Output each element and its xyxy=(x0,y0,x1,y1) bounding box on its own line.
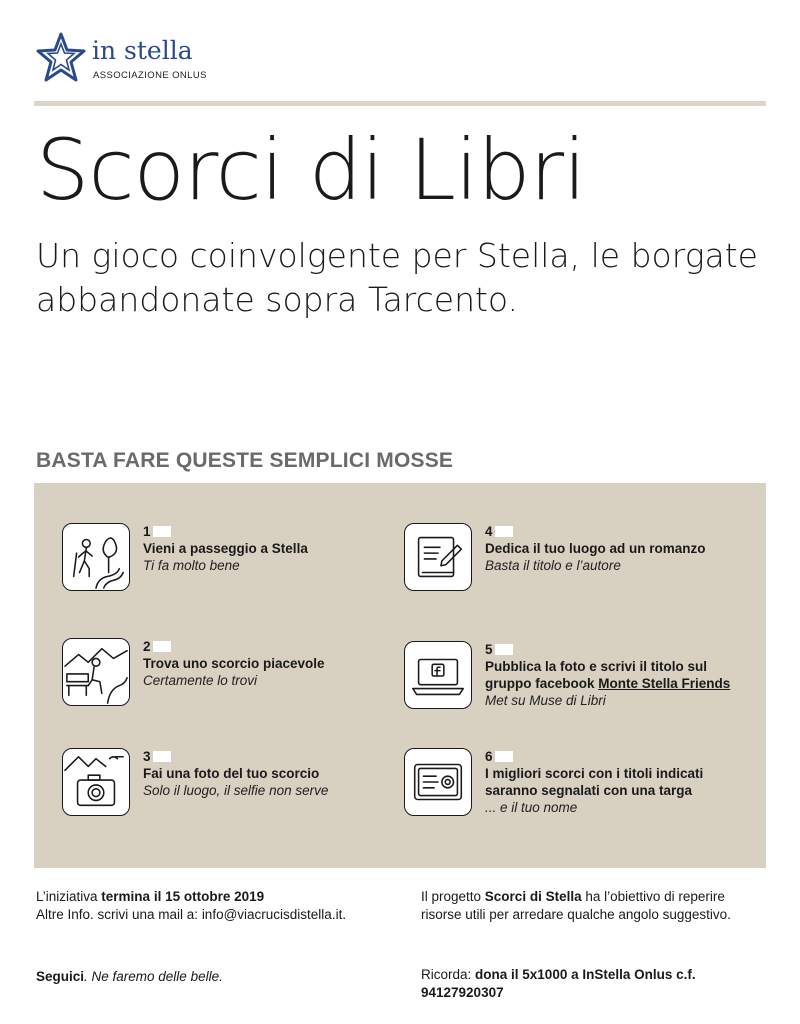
logo-name: in stella xyxy=(92,36,193,65)
step-3-text xyxy=(143,748,413,799)
header-divider xyxy=(34,101,766,106)
contact-email[interactable]: info@viacrucisdistella.it. xyxy=(201,907,347,922)
step-2-text xyxy=(143,638,413,689)
contact-line: Altre Info. scrivi una mail a: info@viacrucisdistella.it. xyxy=(36,907,347,922)
logo-subtitle: ASSOCIAZIONE ONLUS xyxy=(93,70,207,81)
step-3 xyxy=(62,748,402,858)
step-number: 1 xyxy=(143,524,151,539)
step-note: Solo il luogo, il selfie non serve xyxy=(143,783,329,798)
step-note: Certamente lo trovi xyxy=(143,673,258,688)
camera-icon xyxy=(62,748,130,816)
step-5 xyxy=(404,641,744,751)
step-title-text: Pubblica la foto e scrivi il titolo sul gruppo facebook xyxy=(485,659,708,691)
hiker-icon xyxy=(62,523,130,591)
follow-line: Seguici. Ne faremo delle belle. xyxy=(36,969,223,984)
step-title xyxy=(485,658,755,692)
step-6-text xyxy=(485,748,755,816)
star-icon xyxy=(36,32,86,84)
step-1-text xyxy=(143,523,413,574)
footer-info-left xyxy=(36,888,406,924)
step-number: 5 xyxy=(485,642,493,657)
step-2 xyxy=(62,638,402,748)
page-title: Scorci di Libri xyxy=(36,121,586,219)
deadline-line: L’iniziativa termina il 15 ottobre 2019 xyxy=(36,889,265,904)
step-4-text xyxy=(485,523,755,574)
steps-panel xyxy=(34,483,766,868)
step-note: ... e il tuo nome xyxy=(485,800,578,815)
step-note: Ti fa molto bene xyxy=(143,558,240,573)
step-title: Trova uno scorcio piacevole xyxy=(143,656,325,671)
step-title: Fai una foto del tuo scorcio xyxy=(143,766,320,781)
logo xyxy=(36,32,236,88)
step-title: I migliori scorci con i titoli indicati saranno segnalati con una targa xyxy=(485,766,704,798)
donation-info: dona il 5x1000 a InStella Onlus c.f. 94127920307 xyxy=(421,967,696,1000)
follow-label[interactable]: Seguici xyxy=(36,969,85,984)
laptop-facebook-icon xyxy=(404,641,472,709)
step-number: 3 xyxy=(143,749,151,764)
section-heading: BASTA FARE QUESTE SEMPLICI MOSSE xyxy=(36,449,454,472)
step-4 xyxy=(404,523,744,633)
deadline-date: termina il 15 ottobre 2019 xyxy=(101,889,265,904)
step-title: Dedica il tuo luogo ad un romanzo xyxy=(485,541,706,556)
footer-info-right: Il progetto Scorci di Stella ha l’obiettivo di reperire risorse utili per arredare qualche angolo suggestivo. xyxy=(421,889,731,922)
step-note: Met su Muse di Libri xyxy=(485,693,606,708)
certificate-icon xyxy=(404,748,472,816)
project-name: Scorci di Stella xyxy=(484,889,582,904)
step-number: 2 xyxy=(143,639,151,654)
facebook-group-link[interactable]: Monte Stella Friends xyxy=(598,676,731,691)
step-1 xyxy=(62,523,402,633)
book-pen-icon xyxy=(404,523,472,591)
page-subtitle: Un gioco coinvolgente per Stella, le borgate abbandonate sopra Tarcento. xyxy=(36,236,758,319)
donation-line: Ricorda: dona il 5x1000 a InStella Onlus c.f. 94127920307 xyxy=(421,967,696,1000)
step-number: 4 xyxy=(485,524,493,539)
step-note: Basta il titolo e l’autore xyxy=(485,558,621,573)
step-5-text xyxy=(485,641,755,709)
step-6 xyxy=(404,748,744,858)
bench-icon xyxy=(62,638,130,706)
step-title: Vieni a passeggio a Stella xyxy=(143,541,308,556)
step-number: 6 xyxy=(485,749,493,764)
